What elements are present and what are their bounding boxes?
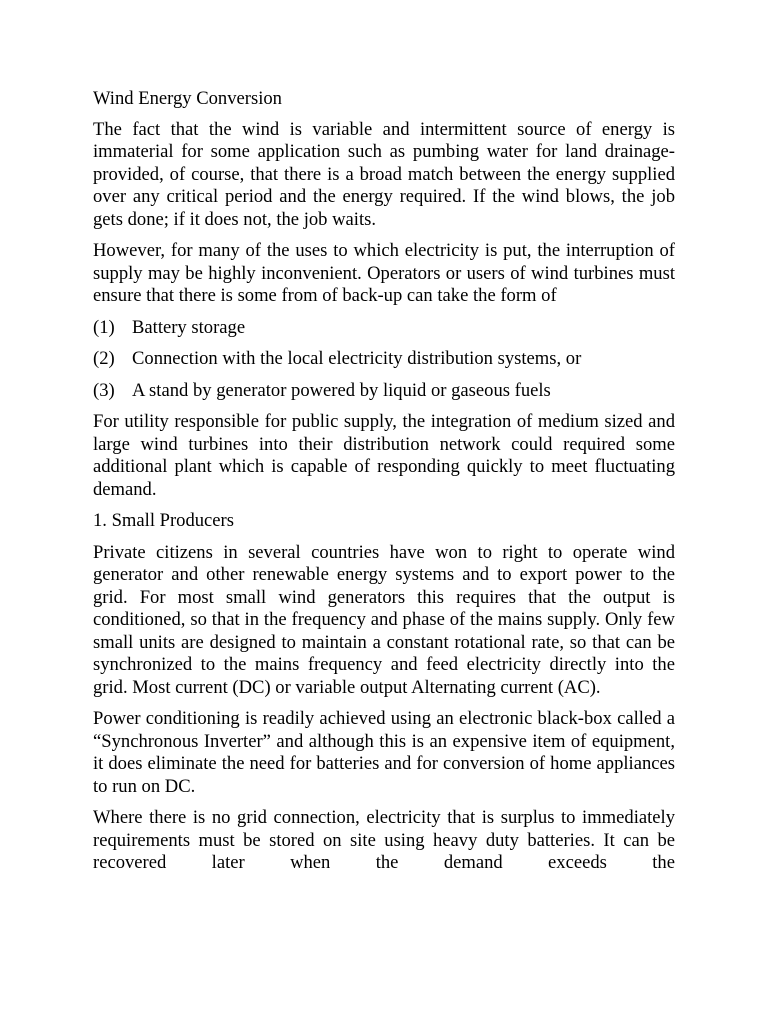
paragraph-backup: However, for many of the uses to which electricity is put, the interruption of supply may be highly inconvenient. Operators or users of wind turbines must ensure that there is some from of back-up can take the form of bbox=[93, 240, 675, 306]
list-item bbox=[93, 380, 675, 403]
list-item-number: (1) bbox=[93, 316, 115, 338]
paragraph-power-conditioning: Power conditioning is readily achieved using an electronic black-box called a “Synchronous Inverter” and although this is an expensive item of equipment, it does eliminate the need for batteries and for conversion of home appliances to run on DC. bbox=[93, 708, 675, 797]
section-heading-small-producers: 1. Small Producers bbox=[93, 510, 234, 531]
list-item-number: (3) bbox=[93, 379, 115, 401]
document-page bbox=[93, 88, 675, 884]
list-item bbox=[93, 348, 675, 371]
paragraph-utility: For utility responsible for public supply, the integration of medium sized and large wind turbines into their distribution network could required some additional plant which is capable of responding quickly to meet fluctuating demand. bbox=[93, 411, 675, 500]
backup-options-list bbox=[93, 317, 675, 403]
list-item-text: Connection with the local electricity distribution systems, or bbox=[132, 348, 582, 369]
list-item-number: (2) bbox=[93, 348, 115, 369]
paragraph-private-citizens: Private citizens in several countries have won to right to operate wind generator and other renewable energy systems and to export power to the grid. For most small wind generators this requires that the output is conditioned, so that in the frequency and phase of the mains supply. Only few small units are designed to maintain a constant rotational rate, so that can be synchronized to the mains frequency and feed electricity directly into the grid. Most current (DC) or variable output Alternating current (AC). bbox=[93, 541, 675, 698]
paragraph-intermittency: The fact that the wind is variable and intermittent source of energy is immaterial for some application such as pumbing water for land drainage-provided, of course, that there is a broad match between the energy supplied over any critical period and the energy required. If the wind blows, the job gets done; if it does not, the job waits. bbox=[93, 118, 675, 230]
paragraph-no-grid: Where there is no grid connection, electricity that is surplus to immediately requirements must be stored on site using heavy duty batteries. It can be recovered later when the demand exceeds the bbox=[93, 807, 675, 873]
document-title: Wind Energy Conversion bbox=[93, 88, 282, 109]
list-item-text: Battery storage bbox=[132, 316, 246, 338]
list-item-text: A stand by generator powered by liquid or gaseous fuels bbox=[132, 379, 551, 401]
list-item bbox=[93, 317, 675, 340]
